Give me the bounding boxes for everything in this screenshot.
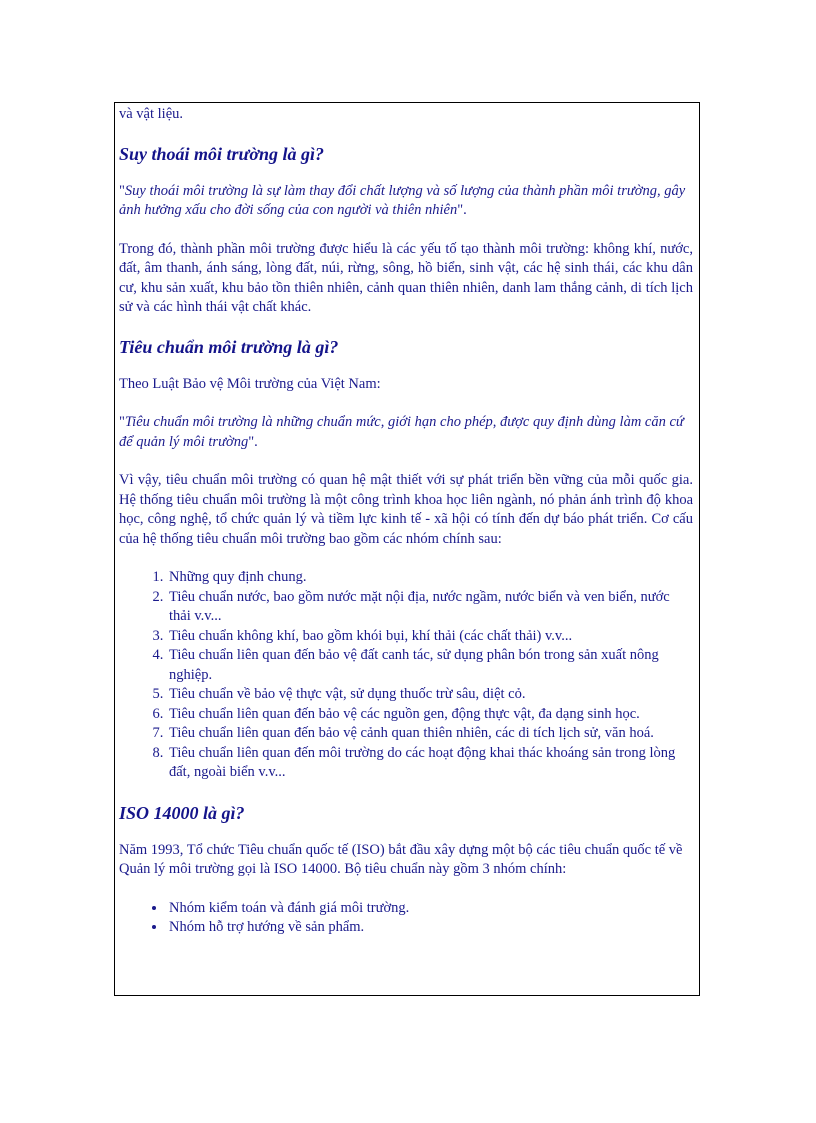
- list-item: • Nhóm hỗ trợ hướng về sản phẩm.: [167, 918, 693, 938]
- quote-close: ".: [457, 202, 467, 218]
- list-item: 1. Những quy định chung.: [167, 568, 693, 588]
- quote-close: ".: [248, 433, 258, 450]
- paragraph-standards: Vì vậy, tiêu chuẩn môi trường có quan hệ mật thiết với sự phát triển bền vững của mỗi quốc gia. Hệ thống tiêu chuẩn môi trường là một công trình khoa học liên ngành, nó phản ánh trình độ khoa học, công nghệ, tổ chức quản lý và tiềm lực kinh tế - xã hội có tính đến dự báo phát triển. Cơ cấu của hệ thống tiêu chuẩn môi trường bao gồm các nhóm chính sau:: [119, 472, 693, 547]
- list-item: 6. Tiêu chuẩn liên quan đến bảo vệ các nguồn gen, động thực vật, đa dạng sinh học.: [167, 705, 693, 725]
- paragraph-iso: Năm 1993, Tổ chức Tiêu chuẩn quốc tế (ISO) bắt đầu xây dựng một bộ các tiêu chuẩn quốc tế về Quản lý môi trường gọi là ISO 14000. Bộ tiêu chuẩn này gồm 3 nhóm chính:: [119, 841, 683, 877]
- paragraph-degradation: Trong đó, thành phần môi trường được hiểu là các yếu tố tạo thành môi trường: không khí, nước, đất, âm thanh, ánh sáng, lòng đất, núi, rừng, sông, hồ biển, sinh vật, các hệ sinh thái, các khu dân cư, khu sản xuất, khu bảo tồn thiên nhiên, cảnh quan thiên nhiên, danh lam thắng cảnh, di tích lịch sử và các hình thái vật chất khác.: [119, 240, 693, 315]
- list-item: • Nhóm kiểm toán và đánh giá môi trường.: [167, 899, 693, 919]
- heading-iso: ISO 14000 là gì?: [119, 802, 245, 823]
- list-item: 5. Tiêu chuẩn về bảo vệ thực vật, sử dụng thuốc trừ sâu, diệt cỏ.: [167, 685, 693, 705]
- list-item: 2. Tiêu chuẩn nước, bao gồm nước mặt nội địa, nước ngầm, nước biển và ven biển, nước thải v.v...: [167, 588, 693, 627]
- quote-degradation: [119, 182, 693, 221]
- document-content: [115, 103, 699, 938]
- list-item: 7. Tiêu chuẩn liên quan đến bảo vệ cảnh quan thiên nhiên, các di tích lịch sử, văn hoá.: [167, 724, 693, 744]
- intro-tail: và vật liệu.: [119, 106, 184, 122]
- heading-degradation: Suy thoái môi trường là gì?: [119, 143, 324, 164]
- list-item: 8. Tiêu chuẩn liên quan đến môi trường do các hoạt động khai thác khoáng sản trong lòng đất, ngoài biển v.v...: [167, 744, 693, 783]
- iso-bullet-list: [119, 899, 693, 938]
- heading-standards: Tiêu chuẩn môi trường là gì?: [119, 336, 339, 357]
- quote-text: Tiêu chuẩn môi trường là những chuẩn mức, giới hạn cho phép, được quy định dùng làm căn cứ để quản lý môi trường: [119, 414, 684, 450]
- list-item: 3. Tiêu chuẩn không khí, bao gồm khói bụi, khí thải (các chất thải) v.v...: [167, 627, 693, 647]
- document-frame: [114, 102, 700, 996]
- quote-standards: [119, 413, 693, 452]
- quote-text: Suy thoái môi trường là sự làm thay đổi chất lượng và số lượng của thành phần môi trường, gây ảnh hưởng xấu cho đời sống của con người và thiên nhiên: [119, 182, 686, 218]
- list-item: 4. Tiêu chuẩn liên quan đến bảo vệ đất canh tác, sử dụng phân bón trong sản xuất nông nghiệp.: [167, 646, 693, 685]
- lead-standards: Theo Luật Bảo vệ Môi trường của Việt Nam:: [119, 375, 381, 392]
- standards-list: [119, 568, 693, 783]
- quote-open: ": [119, 182, 125, 199]
- quote-open: ": [119, 414, 125, 430]
